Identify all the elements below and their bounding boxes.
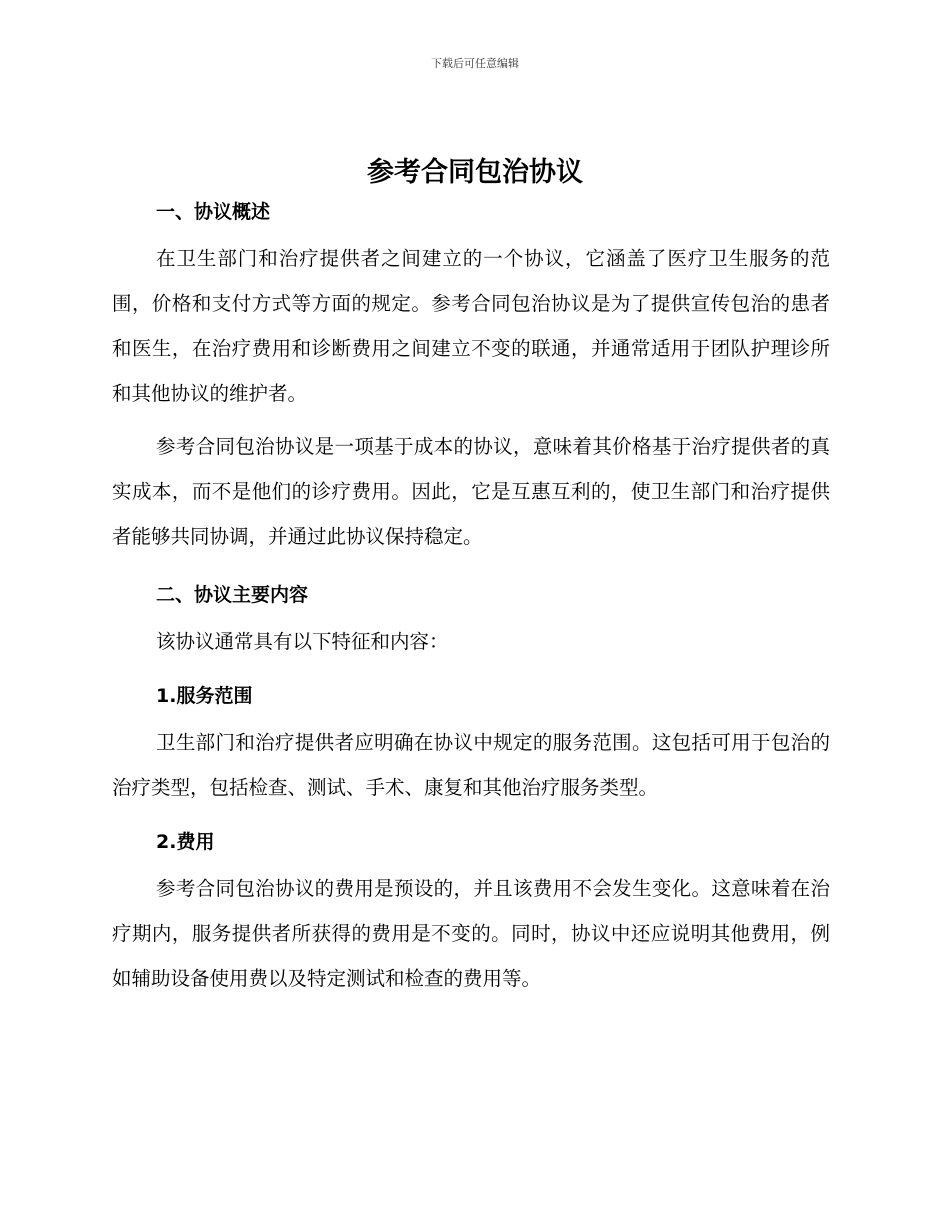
document-body (112, 196, 830, 1001)
section1-paragraph-2: 参考合同包治协议是一项基于成本的协议，意味着其价格基于治疗提供者的真实成本，而不是他们的诊疗费用。因此，它是互惠互利的，使卫生部门和治疗提供者能够共同协调，并通过此协议保持稳定。 (112, 435, 830, 548)
section1-heading: 一、协议概述 (156, 201, 271, 223)
item1-heading: 1.服务范围 (156, 685, 253, 707)
document-title: 参考合同包治协议 (367, 157, 583, 188)
header-note: 下载后可任意编辑 (431, 57, 519, 70)
item2-text: 参考合同包治协议的费用是预设的，并且该费用不会发生变化。这意味着在治疗期内，服务提供者所获得的费用是不变的。同时，协议中还应说明其他费用，例如辅助设备使用费以及特定测试和检查的费用等。 (112, 877, 830, 990)
item1-text: 卫生部门和治疗提供者应明确在协议中规定的服务范围。这包括可用于包治的治疗类型，包括检查、测试、手术、康复和其他治疗服务类型。 (112, 731, 830, 799)
section2-heading: 二、协议主要内容 (156, 584, 309, 606)
section1-paragraph-1: 在卫生部门和治疗提供者之间建立的一个协议，它涵盖了医疗卫生服务的范围，价格和支付方式等方面的规定。参考合同包治协议是为了提供宣传包治的患者和医生，在治疗费用和诊断费用之间建立不变的联通，并通常适用于团队护理诊所和其他协议的维护者。 (112, 247, 830, 405)
section2-intro: 该协议通常具有以下特征和内容： (156, 630, 449, 653)
item2-heading: 2.费用 (156, 831, 215, 853)
